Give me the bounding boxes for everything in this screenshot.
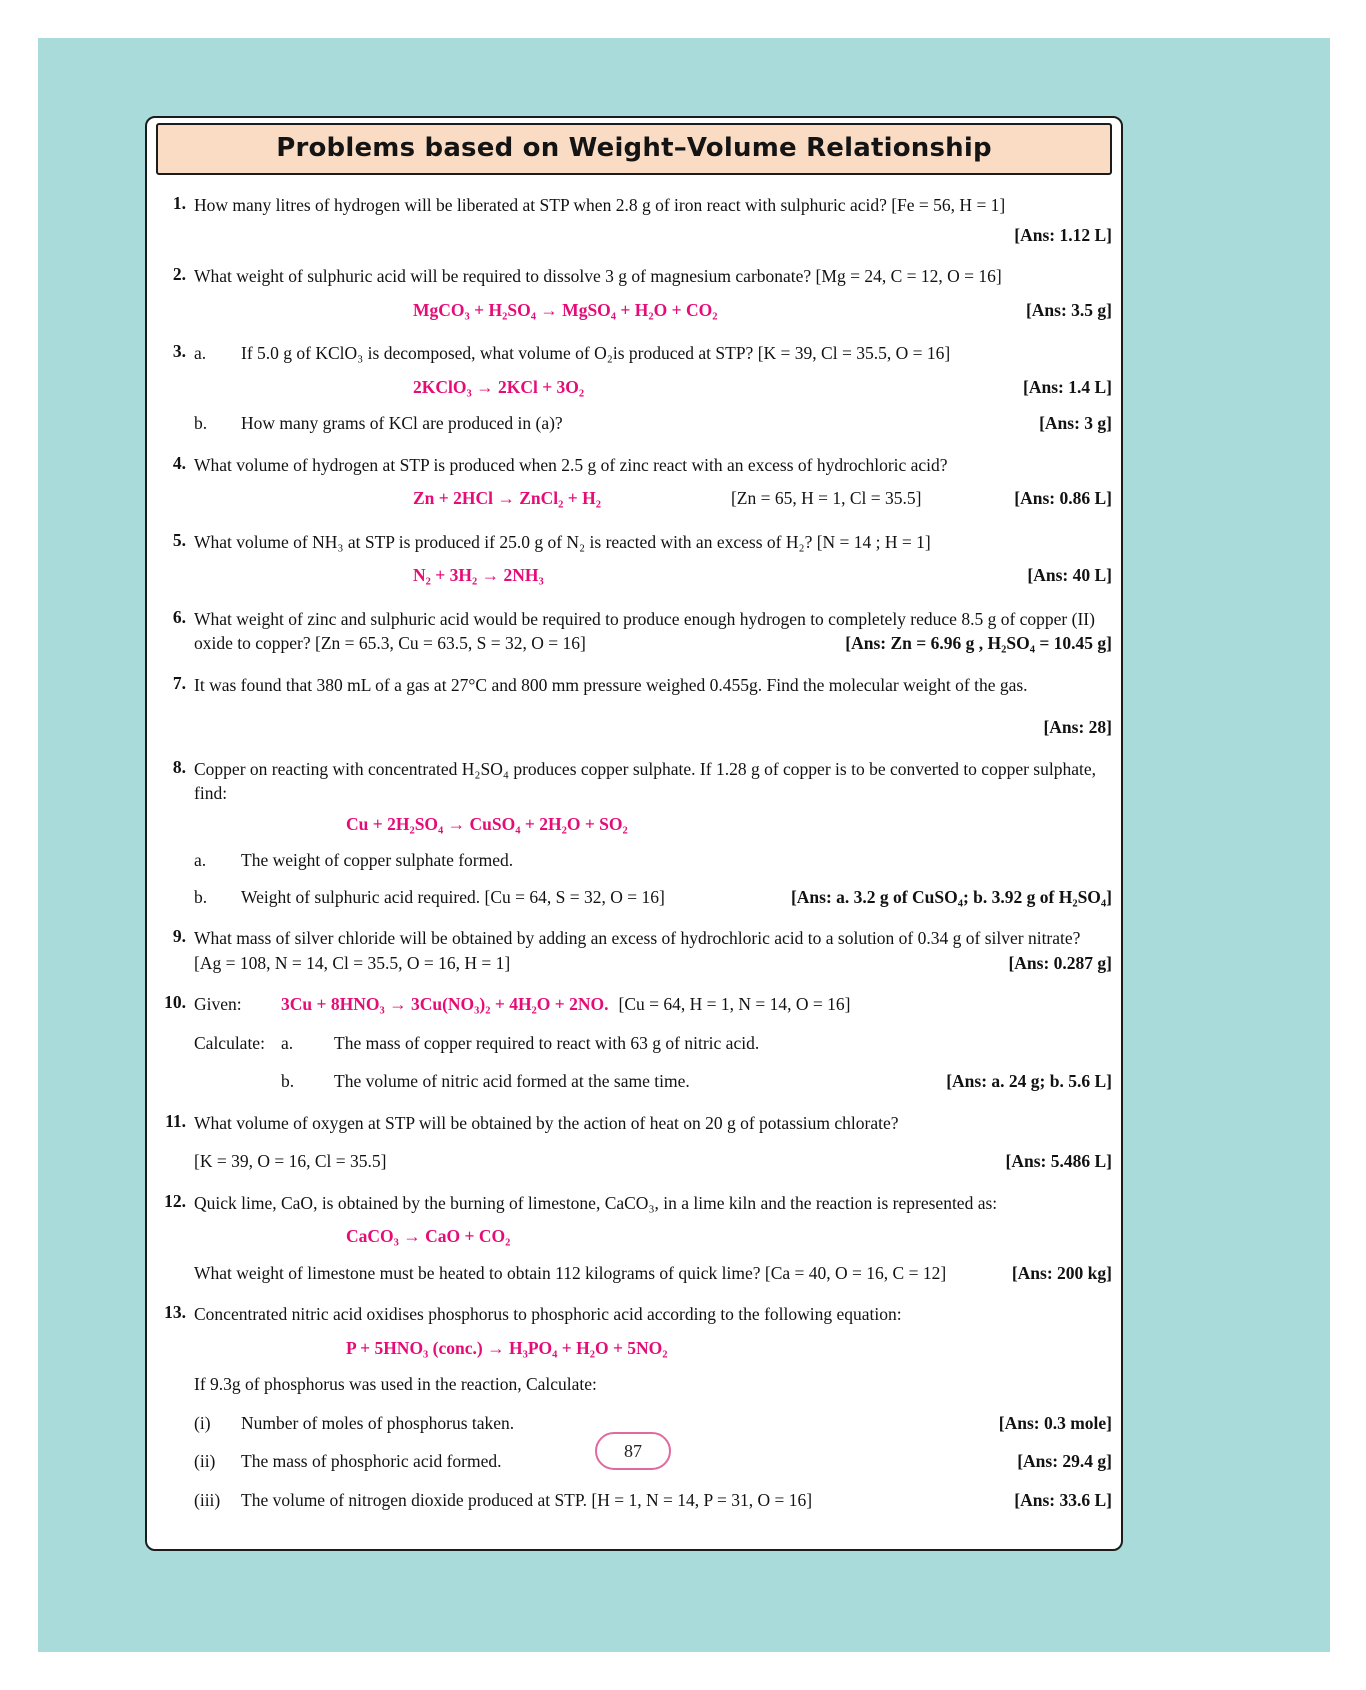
problem-4 <box>156 453 1112 513</box>
answer-text: [Ans: 3.5 g] <box>1025 299 1112 320</box>
problem-text: It was found that 380 mL of a gas at 27°C and 800 mm pressure weighed 0.455g. Find the molecular weight of the gas. <box>194 674 1028 695</box>
problem-text: If 5.0 g of KClO₃ is decomposed, what volume of O₂is produced at STP? [K = 39, Cl = 35.5, O = 16] <box>241 343 951 363</box>
problem-number: 7. <box>172 672 186 693</box>
problem-number: 11. <box>165 1110 186 1131</box>
answer-text: [Ans: Zn = 6.96 g , H₂SO₄ = 10.45 g] <box>845 633 1112 653</box>
problem-text: What weight of zinc and sulphuric acid would be required to produce enough hydrogen to completely reduce 8.5 g of copper (II) oxide to copper? [Zn = 65.3, Cu = 63.5, S = 32, O = 16] <box>194 608 1095 653</box>
answer-text: [Ans: a. 24 g; b. 5.6 L] <box>946 1071 1112 1091</box>
sub-item-label: b. <box>194 413 208 433</box>
problem-body <box>194 926 1112 975</box>
problem-text: What volume of oxygen at STP will be obtained by the action of heat on 20 g of potassium chlorate? <box>194 1112 899 1133</box>
problem-12 <box>156 1191 1112 1286</box>
note-row <box>194 1149 1112 1174</box>
page-background-panel <box>38 38 1330 1652</box>
problem-number: 1. <box>172 193 186 213</box>
answer-text: [Ans: 0.3 mole] <box>998 1412 1112 1433</box>
problem-body <box>194 1191 1112 1286</box>
sub-item-label: b. <box>281 1071 295 1091</box>
sub-item-label: a. <box>194 343 207 363</box>
equation-row <box>194 298 1112 323</box>
given-row <box>194 992 1112 1017</box>
problem-text: What weight of limestone must be heated to obtain 112 kilograms of quick lime? [Ca = 40, O = 16, C = 12] <box>194 1262 947 1283</box>
problem-number: 6. <box>172 606 186 627</box>
question-row <box>194 1261 1112 1286</box>
sub-item-label: (iii) <box>194 1489 221 1510</box>
problem-body <box>194 530 1112 590</box>
problem-text: How many litres of hydrogen will be liberated at STP when 2.8 g of iron react with sulphuric acid? [Fe = 56, H = 1] <box>194 195 1006 215</box>
problem-10 <box>156 992 1112 1094</box>
problem-body <box>194 673 1112 740</box>
atomic-mass-note: [Cu = 64, H = 1, N = 14, O = 16] <box>618 994 851 1014</box>
answer-text: [Ans: 200 kg] <box>1011 1262 1112 1283</box>
problem-text: What volume of hydrogen at STP is produced when 2.5 g of zinc react with an excess of hydrochloric acid? <box>194 454 948 475</box>
answer-text: [Ans: 0.86 L] <box>1014 488 1112 508</box>
problem-7 <box>156 673 1112 740</box>
given-label: Given: <box>194 994 242 1014</box>
problem-5 <box>156 530 1112 590</box>
problem-text: What weight of sulphuric acid will be required to dissolve 3 g of magnesium carbonate? [Mg = 24, C = 12, O = 16] <box>194 266 1002 286</box>
problem-number: 8. <box>172 756 186 777</box>
problem-number: 4. <box>172 452 186 473</box>
problem-text: What mass of silver chloride will be obtained by adding an excess of hydrochloric acid to a solution of 0.34 g of silver nitrate? <box>194 928 1081 948</box>
problem-text: What volume of NH₃ at STP is produced if 25.0 g of N₂ is reacted with an excess of H₂? [N = 14 ; H = 1] <box>194 531 931 552</box>
problem-body <box>194 453 1112 513</box>
content-sheet <box>145 116 1123 1551</box>
equation-row <box>194 486 1112 511</box>
sub-item-label: (ii) <box>194 1451 216 1471</box>
answer-text: [Ans: 0.287 g] <box>1008 952 1112 973</box>
problem-number: 2. <box>172 264 186 284</box>
answer-text: [Ans: 29.4 g] <box>1017 1451 1112 1471</box>
sub-item-a <box>194 848 1112 873</box>
problems-list <box>156 175 1112 1512</box>
answer-text: [Ans: 1.12 L] <box>1014 224 1112 245</box>
answer-text: [Ans: 33.6 L] <box>1014 1489 1112 1510</box>
equation-row <box>194 812 1112 837</box>
problem-text: The weight of copper sulphate formed. <box>241 850 514 870</box>
problem-text: Weight of sulphuric acid required. [Cu = 64, S = 32, O = 16] <box>241 886 665 907</box>
equation-row <box>194 1224 1112 1249</box>
equation-row <box>194 375 1112 400</box>
problem-text: The volume of nitric acid formed at the same time. <box>334 1071 690 1091</box>
problem-number: 10. <box>164 992 186 1012</box>
atomic-mass-note: [K = 39, O = 16, Cl = 35.5] <box>194 1151 387 1171</box>
chemical-equation: P + 5HNO₃ (conc.) → H₃PO₄ + H₂O + 5NO₂ <box>346 1337 668 1358</box>
problem-text: Number of moles of phosphorus taken. <box>241 1412 515 1433</box>
sub-item-b <box>194 411 1112 436</box>
chemical-equation: Zn + 2HCl → ZnCl₂ + H₂ <box>413 488 601 508</box>
problem-number: 5. <box>172 529 186 550</box>
problem-11 <box>156 1111 1112 1174</box>
answer-text: [Ans: 5.486 L] <box>1005 1151 1112 1171</box>
page-number: 87 <box>624 1440 642 1461</box>
chemical-equation: N₂ + 3H₂ → 2NH₃ <box>413 565 544 585</box>
problem-1 <box>156 193 1112 247</box>
answer-text: [Ans: 1.4 L] <box>1023 376 1112 397</box>
problem-3 <box>156 341 1112 436</box>
sub-item-label: b. <box>194 886 208 907</box>
problem-8 <box>156 757 1112 910</box>
sub-item-b <box>194 885 1112 910</box>
page-number-badge <box>595 1432 671 1470</box>
atomic-mass-note: [Ag = 108, N = 14, Cl = 35.5, O = 16, H = 1] <box>194 952 511 973</box>
chemical-equation: CaCO₃ → CaO + CO₂ <box>346 1226 511 1246</box>
sub-item-label: (i) <box>194 1412 211 1433</box>
title-bar <box>156 123 1112 175</box>
problem-text: The volume of nitrogen dioxide produced at STP. [H = 1, N = 14, P = 31, O = 16] <box>241 1489 813 1510</box>
problem-body <box>194 757 1112 910</box>
problem-body <box>194 992 1112 1094</box>
problem-text: The mass of phosphoric acid formed. <box>241 1451 502 1471</box>
answer-text: [Ans: 40 L] <box>1027 565 1112 585</box>
calculate-row-a <box>194 1031 1112 1056</box>
equation-row <box>194 563 1112 588</box>
page-title: Problems based on Weight–Volume Relationship <box>276 133 992 163</box>
problem-text: If 9.3g of phosphorus was used in the reaction, Calculate: <box>194 1374 597 1394</box>
answer-text: [Ans: 3 g] <box>1039 413 1112 433</box>
problem-6 <box>156 607 1112 656</box>
problem-text: Concentrated nitric acid oxidises phosphorus to phosphoric acid according to the following equation: <box>194 1304 902 1324</box>
chemical-equation: MgCO₃ + H₂SO₄ → MgSO₄ + H₂O + CO₂ <box>413 299 718 320</box>
atomic-mass-note: [Zn = 65, H = 1, Cl = 35.5] <box>730 488 922 508</box>
problem-body <box>194 1111 1112 1174</box>
answer-text: [Ans: 28] <box>1043 717 1112 737</box>
problem-text: The mass of copper required to react with 63 g of nitric acid. <box>334 1032 760 1053</box>
equation-row <box>194 1336 1112 1361</box>
problem-9 <box>156 926 1112 975</box>
sub-item-label: a. <box>194 850 207 870</box>
problem-text: Copper on reacting with concentrated H₂SO₄ produces copper sulphate. If 1.28 g of copper is to be converted to copper sulphate, find: <box>194 758 1096 803</box>
problem-number: 13. <box>164 1302 186 1322</box>
problem-number: 12. <box>164 1190 186 1211</box>
problem-2 <box>156 264 1112 324</box>
problem-text: How many grams of KCl are produced in (a)? <box>241 413 563 433</box>
problem-body <box>194 341 1112 436</box>
problem-body <box>194 264 1112 324</box>
problem-body <box>194 193 1112 247</box>
answer-text: [Ans: a. 3.2 g of CuSO₄; b. 3.92 g of H₂SO₄] <box>790 886 1112 907</box>
problem-text: Quick lime, CaO, is obtained by the burning of limestone, CaCO₃, in a lime kiln and the reaction is represented as: <box>194 1192 998 1213</box>
problem-13 <box>156 1302 1112 1512</box>
problem-number: 3. <box>172 341 186 361</box>
problem-body <box>194 607 1112 656</box>
sub-item-iii <box>194 1488 1112 1513</box>
problem-number: 9. <box>172 926 186 946</box>
note-row <box>194 951 1112 976</box>
calculate-label: Calculate: <box>194 1032 265 1053</box>
chemical-equation: 2KClO₃ → 2KCl + 3O₂ <box>413 376 585 397</box>
problem-body <box>194 1302 1112 1512</box>
chemical-equation: 3Cu + 8HNO₃ → 3Cu(NO₃)₂ + 4H₂O + 2NO. <box>281 994 609 1014</box>
chemical-equation: Cu + 2H₂SO₄ → CuSO₄ + 2H₂O + SO₂ <box>346 813 628 834</box>
sub-item-a <box>194 341 1112 366</box>
calculate-row-b <box>194 1069 1112 1094</box>
sub-item-label: a. <box>281 1032 294 1053</box>
